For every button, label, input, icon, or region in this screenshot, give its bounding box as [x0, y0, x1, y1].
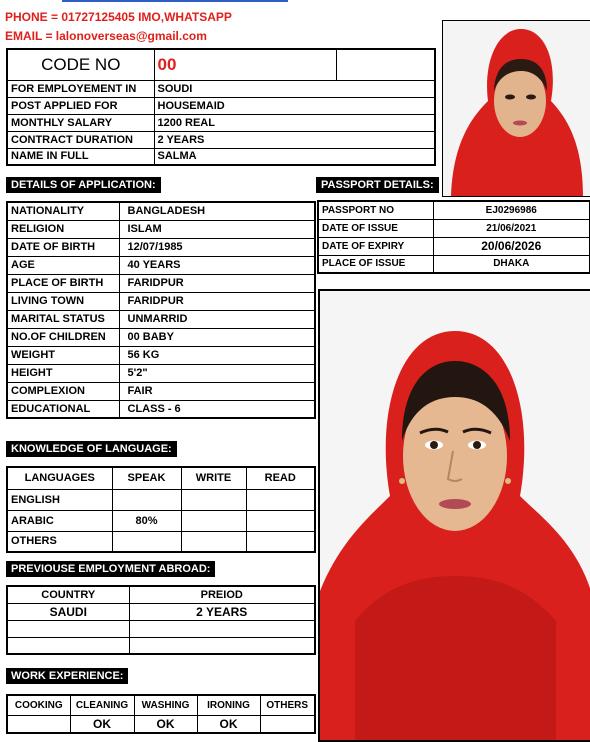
phone-line: PHONE = 01727125405 IMO,WHATSAPP [5, 10, 232, 24]
details-row [7, 274, 315, 292]
work-col-header: COOKING [7, 695, 70, 715]
language-col-header: LANGUAGES [7, 467, 112, 489]
details-label: DATE OF BIRTH [7, 238, 119, 256]
details-value: 40 YEARS [119, 256, 315, 274]
details-label: PLACE OF BIRTH [7, 274, 119, 292]
code-label: CODE NO [7, 49, 154, 80]
employment-row [7, 637, 315, 654]
details-value: BANGLADESH [119, 202, 315, 220]
work-col-header: WASHING [134, 695, 197, 715]
details-label: AGE [7, 256, 119, 274]
employment-heading: PREVIOUSE EMPLOYMENT ABROAD: [6, 561, 215, 577]
photo-small [442, 20, 590, 197]
details-value: 56 KG [119, 346, 315, 364]
language-write [181, 489, 246, 510]
details-row [7, 382, 315, 400]
summary-label: CONTRACT DURATION [7, 131, 154, 148]
details-label: LIVING TOWN [7, 292, 119, 310]
passport-label: PASSPORT NO [318, 201, 433, 219]
language-name: ARABIC [7, 510, 112, 531]
work-col-header: IRONING [197, 695, 260, 715]
passport-label: PLACE OF ISSUE [318, 255, 433, 273]
passport-value: EJ0296986 [433, 201, 590, 219]
language-row [7, 489, 315, 510]
details-heading: DETAILS OF APPLICATION: [6, 177, 161, 193]
summary-value: SOUDI [154, 80, 435, 97]
details-value: 5'2" [119, 364, 315, 382]
work-value: OK [197, 715, 260, 733]
language-write [181, 510, 246, 531]
language-read [246, 510, 315, 531]
employment-period [129, 637, 315, 654]
employment-col-header: PREIOD [129, 586, 315, 603]
language-speak [112, 489, 181, 510]
passport-row [318, 255, 590, 273]
details-label: HEIGHT [7, 364, 119, 382]
details-row [7, 256, 315, 274]
summary-label: POST APPLIED FOR [7, 97, 154, 114]
details-row [7, 292, 315, 310]
photo-large [318, 289, 590, 742]
details-label: MARITAL STATUS [7, 310, 119, 328]
details-label: NATIONALITY [7, 202, 119, 220]
language-col-header: WRITE [181, 467, 246, 489]
details-value: UNMARRID [119, 310, 315, 328]
details-value: FARIDPUR [119, 292, 315, 310]
language-row [7, 531, 315, 552]
language-write [181, 531, 246, 552]
portrait-small-image [443, 21, 590, 196]
employment-country [7, 637, 129, 654]
language-speak: 80% [112, 510, 181, 531]
details-value: FAIR [119, 382, 315, 400]
employment-row [7, 620, 315, 637]
details-label: RELIGION [7, 220, 119, 238]
details-value: ISLAM [119, 220, 315, 238]
employment-table [6, 585, 316, 655]
summary-table [6, 48, 436, 166]
employment-col-header: COUNTRY [7, 586, 129, 603]
portrait-large-image [320, 291, 590, 740]
language-name: OTHERS [7, 531, 112, 552]
details-row [7, 400, 315, 418]
language-col-header: SPEAK [112, 467, 181, 489]
employment-country: SAUDI [7, 603, 129, 620]
code-blank [336, 49, 435, 80]
employment-period [129, 620, 315, 637]
passport-heading: PASSPORT DETAILS: [316, 177, 439, 193]
work-value: OK [134, 715, 197, 733]
employment-row [7, 603, 315, 620]
details-row [7, 328, 315, 346]
details-label: NO.OF CHILDREN [7, 328, 119, 346]
details-value: 00 BABY [119, 328, 315, 346]
passport-row [318, 237, 590, 255]
details-row [7, 238, 315, 256]
details-label: WEIGHT [7, 346, 119, 364]
language-col-header: READ [246, 467, 315, 489]
details-row [7, 220, 315, 238]
summary-label: FOR EMPLOYEMENT IN [7, 80, 154, 97]
summary-label: MONTHLY SALARY [7, 114, 154, 131]
passport-label: DATE OF ISSUE [318, 219, 433, 237]
details-row [7, 364, 315, 382]
language-row [7, 510, 315, 531]
details-label: COMPLEXION [7, 382, 119, 400]
details-row [7, 310, 315, 328]
passport-row [318, 219, 590, 237]
passport-value: DHAKA [433, 255, 590, 273]
code-value: 00 [154, 49, 336, 80]
passport-value: 20/06/2026 [433, 237, 590, 255]
language-name: ENGLISH [7, 489, 112, 510]
details-value: CLASS - 6 [119, 400, 315, 418]
email-line: EMAIL = lalonoverseas@gmail.com [5, 29, 207, 43]
work-heading: WORK EXPERIENCE: [6, 668, 128, 684]
work-value [7, 715, 70, 733]
details-value: 12/07/1985 [119, 238, 315, 256]
details-table [6, 201, 316, 419]
employment-period: 2 YEARS [129, 603, 315, 620]
summary-value: 2 YEARS [154, 131, 435, 148]
details-row [7, 346, 315, 364]
language-speak [112, 531, 181, 552]
work-col-header: CLEANING [70, 695, 134, 715]
work-table [6, 694, 316, 734]
summary-value: SALMA [154, 148, 435, 165]
top-rule [62, 0, 288, 2]
details-row [7, 202, 315, 220]
work-col-header: OTHERS [260, 695, 315, 715]
passport-label: DATE OF EXPIRY [318, 237, 433, 255]
language-read [246, 489, 315, 510]
details-label: EDUCATIONAL [7, 400, 119, 418]
work-value: OK [70, 715, 134, 733]
summary-value: 1200 REAL [154, 114, 435, 131]
passport-row [318, 201, 590, 219]
details-value: FARIDPUR [119, 274, 315, 292]
language-table [6, 466, 316, 553]
language-heading: KNOWLEDGE OF LANGUAGE: [6, 441, 177, 457]
employment-country [7, 620, 129, 637]
summary-label: NAME IN FULL [7, 148, 154, 165]
passport-table [317, 200, 590, 274]
work-value [260, 715, 315, 733]
summary-value: HOUSEMAID [154, 97, 435, 114]
language-read [246, 531, 315, 552]
passport-value: 21/06/2021 [433, 219, 590, 237]
